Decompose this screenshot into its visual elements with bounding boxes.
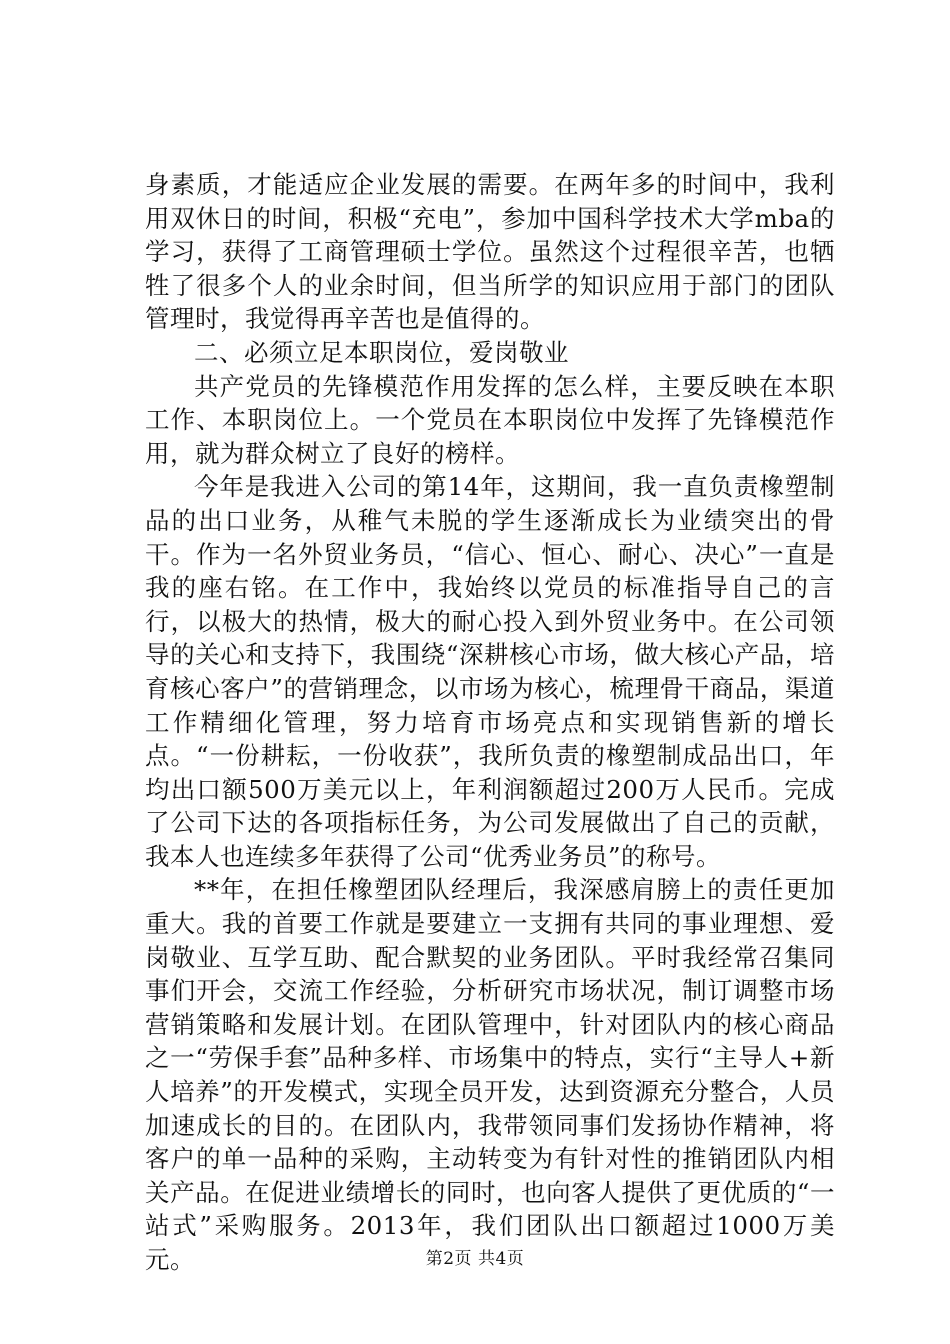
page-number: 第2页 共4页 — [425, 1249, 525, 1269]
paragraph-continuation: 身素质，才能适应企业发展的需要。在两年多的时间中，我利用双休日的时间，积极“充电”，参加中国科学技术大学mba的学习，获得了工商管理硕士学位。虽然这个过程很辛苦，也牺牲了很多个人的业余时间，但当所学的知识应用于部门的团队管理时，我觉得再辛苦也是值得的。 — [145, 170, 835, 334]
document-body — [145, 168, 835, 1277]
section-heading: 二、必须立足本职岗位，爱岗敬业 — [194, 337, 569, 367]
paragraph: 今年是我进入公司的第14年，这期间，我一直负责橡塑制品的出口业务，从稚气未脱的学生逐渐成长为业绩突出的骨干。作为一名外贸业务员，“信心、恒心、耐心、决心”一直是我的座右铭。在工作中，我始终以党员的标准指导自己的言行，以极大的热情，极大的耐心投入到外贸业务中。在公司领导的关心和支持下，我围绕“深耕核心市场，做大核心产品，培育核心客户”的营销理念，以市场为核心，梳理骨干商品，渠道工作精细化管理，努力培育市场亮点和实现销售新的增长点。“一份耕耘，一份收获”，我所负责的橡塑制成品出口，年均出口额500万美元以上，年利润额超过200万人民币。完成了公司下达的各项指标任务，为公司发展做出了自己的贡献，我本人也连续多年获得了公司“优秀业务员”的称号。 — [145, 472, 835, 871]
paragraph: 共产党员的先锋模范作用发挥的怎么样，主要反映在本职工作、本职岗位上。一个党员在本职岗位中发挥了先锋模范作用，就为群众树立了良好的榜样。 — [145, 371, 835, 468]
paragraph: **年，在担任橡塑团队经理后，我深感肩膀上的责任更加重大。我的首要工作就是要建立一支拥有共同的事业理想、爱岗敬业、互学互助、配合默契的业务团队。平时我经常召集同事们开会，交流工作经验，分析研究市场状况，制订调整市场营销策略和发展计划。在团队管理中，针对团队内的核心商品之一“劳保手套”品种多样、市场集中的特点，实行“主导人+新人培养”的开发模式，实现全员开发，达到资源充分整合，人员加速成长的目的。在团队内，我带领同事们发扬协作精神，将客户的单一品种的采购，主动转变为有针对性的推销团队内相关产品。在促进业绩增长的同时，也向客人提供了更优质的“一站式”采购服务。2013年，我们团队出口额超过1000万美元。 — [145, 875, 835, 1274]
